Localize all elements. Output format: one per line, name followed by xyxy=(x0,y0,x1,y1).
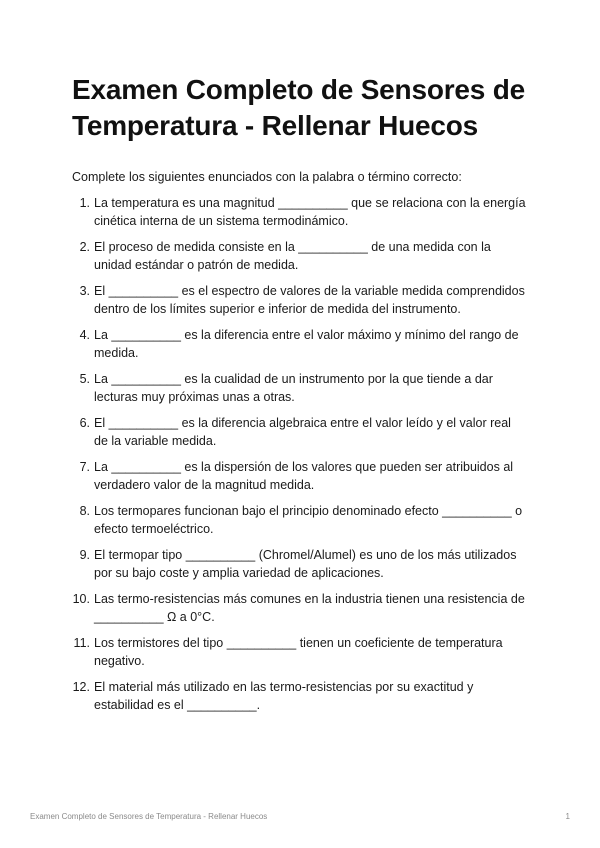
list-item xyxy=(72,238,528,274)
list-item xyxy=(72,502,528,538)
item-number: 12. xyxy=(72,680,90,694)
list-item xyxy=(72,194,528,230)
page-number: 1 xyxy=(565,812,570,821)
item-text: La __________ es la cualidad de un instrumento por la que tiende a dar lecturas muy próximas unas a otras. xyxy=(94,372,493,404)
list-item xyxy=(72,678,528,714)
item-text: Las termo-resistencias más comunes en la industria tienen una resistencia de __________ Ω a 0°C. xyxy=(94,592,525,624)
item-number: 10. xyxy=(72,592,90,606)
list-item xyxy=(72,326,528,362)
item-text: Los termopares funcionan bajo el principio denominado efecto __________ o efecto termoeléctrico. xyxy=(94,504,523,536)
list-item xyxy=(72,370,528,406)
item-number: 6. xyxy=(79,416,90,430)
item-text: La temperatura es una magnitud __________ que se relaciona con la energía cinética interna de un sistema termodinámico. xyxy=(94,196,526,228)
item-text: El termopar tipo __________ (Chromel/Alumel) es uno de los más utilizados por su bajo coste y amplia variedad de aplicaciones. xyxy=(94,548,517,580)
page-title: Examen Completo de Sensores de Temperatura - Rellenar Huecos xyxy=(72,74,526,141)
item-number: 9. xyxy=(79,548,90,562)
item-number: 11. xyxy=(73,636,90,650)
item-text: Los termistores del tipo __________ tienen un coeficiente de temperatura negativo. xyxy=(94,636,503,668)
item-number: 4. xyxy=(79,328,90,342)
item-text: El proceso de medida consiste en la __________ de una medida con la unidad estándar o patrón de medida. xyxy=(94,240,491,272)
item-text: La __________ es la diferencia entre el valor máximo y mínimo del rango de medida. xyxy=(94,328,519,360)
item-text: El __________ es el espectro de valores de la variable medida comprendidos dentro de los límites superior e inferior de medida del instrumento. xyxy=(94,284,525,316)
list-item xyxy=(72,590,528,626)
item-number: 2. xyxy=(79,240,90,254)
list-item xyxy=(72,458,528,494)
item-number: 7. xyxy=(79,460,90,474)
question-list xyxy=(72,194,528,714)
item-number: 8. xyxy=(79,504,90,518)
page-footer xyxy=(30,812,570,821)
list-item xyxy=(72,282,528,318)
instructions: Complete los siguientes enunciados con la palabra o término correcto: xyxy=(72,170,462,184)
item-text: El __________ es la diferencia algebraica entre el valor leído y el valor real de la variable medida. xyxy=(94,416,511,448)
document-page xyxy=(72,72,528,722)
item-number: 1. xyxy=(79,196,90,210)
list-item xyxy=(72,414,528,450)
footer-title: Examen Completo de Sensores de Temperatura - Rellenar Huecos xyxy=(30,812,268,821)
item-text: La __________ es la dispersión de los valores que pueden ser atribuidos al verdadero valor de la magnitud medida. xyxy=(94,460,514,492)
item-number: 5. xyxy=(79,372,90,386)
item-number: 3. xyxy=(79,284,90,298)
list-item xyxy=(72,634,528,670)
list-item xyxy=(72,546,528,582)
item-text: El material más utilizado en las termo-resistencias por su exactitud y estabilidad es el __________. xyxy=(94,680,474,712)
